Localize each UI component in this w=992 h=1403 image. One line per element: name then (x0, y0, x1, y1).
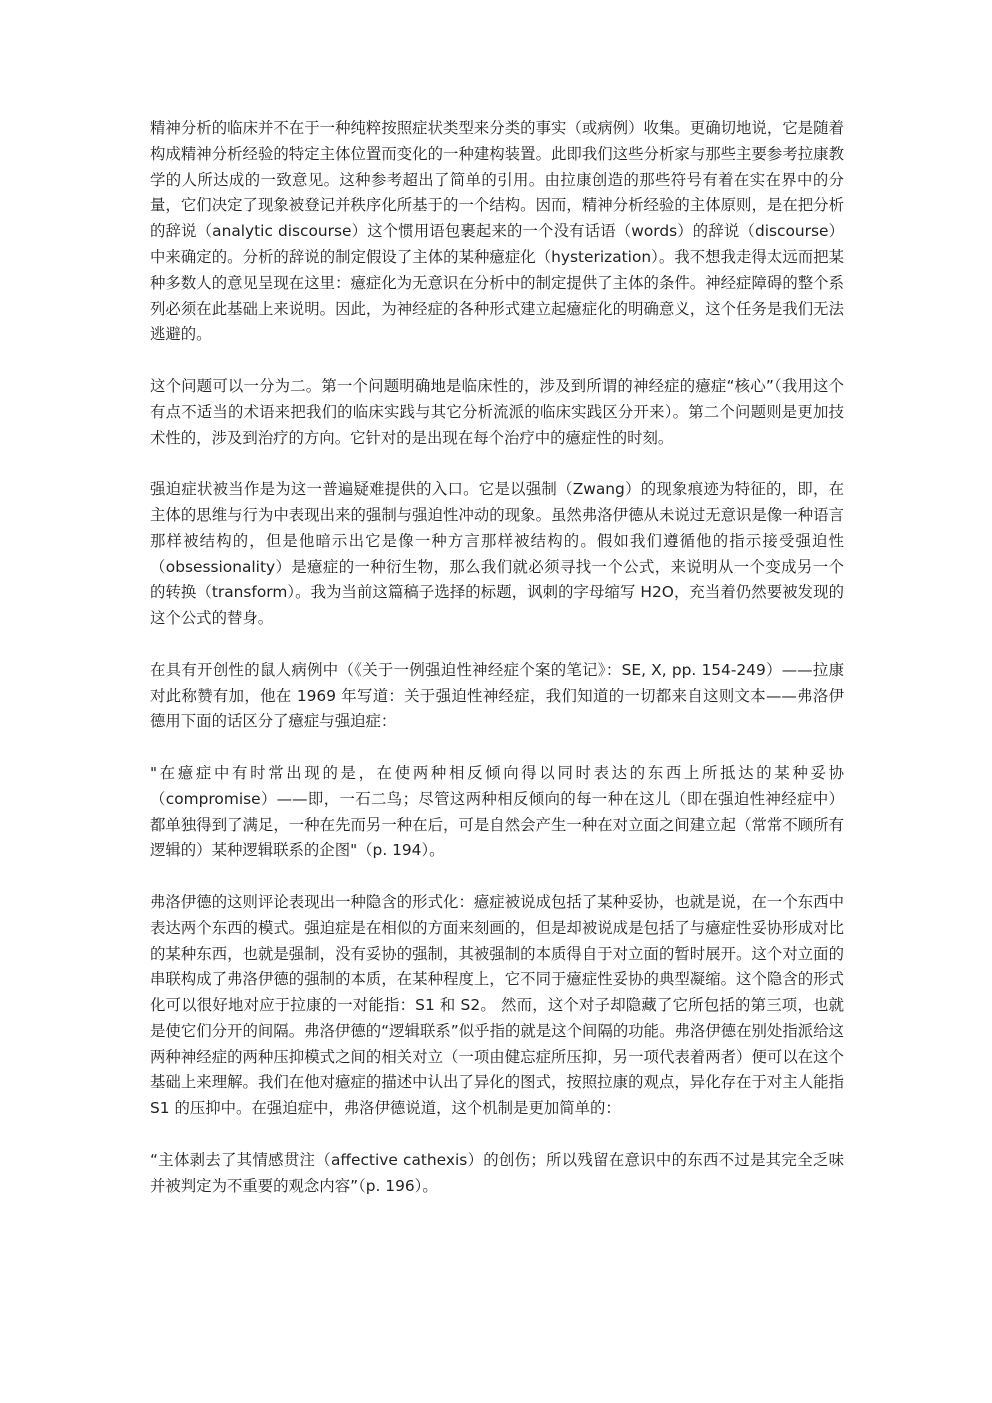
document-body (150, 116, 844, 1225)
paragraph-freud-quote-compromise: "在癔症中有时常出现的是，在使两种相反倾向得以同时表达的东西上所抵达的某种妥协（compromise）——即，一石二鸟；尽管这两种相反倾向的每一种在这儿（即在强迫性神经症中）都单独得到了满足，一种在先而另一种在后，可是自然会产生一种在对立面之间建立起（常常不顾所有逻辑的）某种逻辑联系的企图"（p. 194）。 (150, 763, 844, 860)
paragraph-hysterization: 精神分析的临床并不在于一种纯粹按照症状类型来分类的事实（或病例）收集。更确切地说，它是随着构成精神分析经验的特定主体位置而变化的一种建构装置。此即我们这些分析家与那些主要参考拉康教学的人所达成的一致意见。这种参考超出了简单的引用。由拉康创造的那些符号有着在实在界中的分量，它们决定了现象被登记并秩序化所基于的一个结构。因而，精神分析经验的主体原则，是在把分析的辞说（analytic discourse）这个惯用语包裹起来的一个没有话语（words）的辞说（discourse）中来确定的。分析的辞说的制定假设了主体的某种癔症化（hysterization）。我不想我走得太远而把某种多数人的意见呈现在这里：癔症化为无意识在分析中的制定提供了主体的条件。神经症障碍的整个系列必须在此基础上来说明。因此，为神经症的各种形式建立起癔症化的明确意义，这个任务是我们无法逃避的。 (150, 119, 844, 344)
paragraph-implicit-formalization: 弗洛伊德的这则评论表现出一种隐含的形式化：癔症被说成包括了某种妥协，也就是说，在一个东西中表达两个东西的模式。强迫症是在相似的方面来刻画的，但是却被说成是包括了与癔症性妥协形成对比的某种东西，也就是强制，没有妥协的强制，其被强制的本质得自于对立面的暂时展开。这个对立面的串联构成了弗洛伊德的强制的本质，在某种程度上，它不同于癔症性妥协的典型凝缩。这个隐含的形式化可以很好地对应于拉康的一对能指：S1 和 S2。 然而，这个对子却隐藏了它所包括的第三项，也就是使它们分开的间隔。弗洛伊德的“逻辑联系”似乎指的就是这个间隔的功能。弗洛伊德在别处指派给这两种神经症的两种压抑模式之间的相关对立（一项由健忘症所压抑，另一项代表着两者）便可以在这个基础上来理解。我们在他对癔症的描述中认出了异化的图式，按照拉康的观点，异化存在于对主人能指 S1 的压抑中。在强迫症中，弗洛伊德说道，这个机制是更加简单的： (150, 892, 844, 1118)
paragraph-rat-man-case: 在具有开创性的鼠人病例中（《关于一例强迫性神经症个案的笔记》：SE, X, pp. 154-249）——拉康对此称赞有加，他在 1969 年写道：关于强迫性神经症，我们知道的一切都来自这则文本——弗洛伊德用下面的话区分了癔症与强迫症： (150, 660, 844, 731)
paragraph-obsessional-symptom: 强迫症状被当作是为这一普遍疑难提供的入口。它是以强制（Zwang）的现象痕迹为特征的，即，在主体的思维与行为中表现出来的强制与强迫性冲动的现象。虽然弗洛伊德从未说过无意识是像一种语言那样被结构的，但是他暗示出它是像一种方言那样被结构的。假如我们遵循他的指示接受强迫性（obsessionality）是癔症的一种衍生物，那么我们就必须寻找一个公式，来说明从一个变成另一个的转换（transform）。我为当前这篇稿子选择的标题，讽刺的字母缩写 H2O，充当着仍然要被发现的这个公式的替身。 (150, 480, 844, 628)
paragraph-two-problems: 这个问题可以一分为二。第一个问题明确地是临床性的，涉及到所谓的神经症的癔症“核心”（我用这个有点不适当的术语来把我们的临床实践与其它分析流派的临床实践区分开来）。第二个问题则是更加技术性的，涉及到治疗的方向。它针对的是出现在每个治疗中的癔症性的时刻。 (150, 376, 844, 447)
paragraph-freud-quote-cathexis: “主体剥去了其情感贯注（affective cathexis）的创伤；所以残留在意识中的东西不过是其完全乏味并被判定为不重要的观念内容”（p. 196）。 (150, 1150, 844, 1195)
